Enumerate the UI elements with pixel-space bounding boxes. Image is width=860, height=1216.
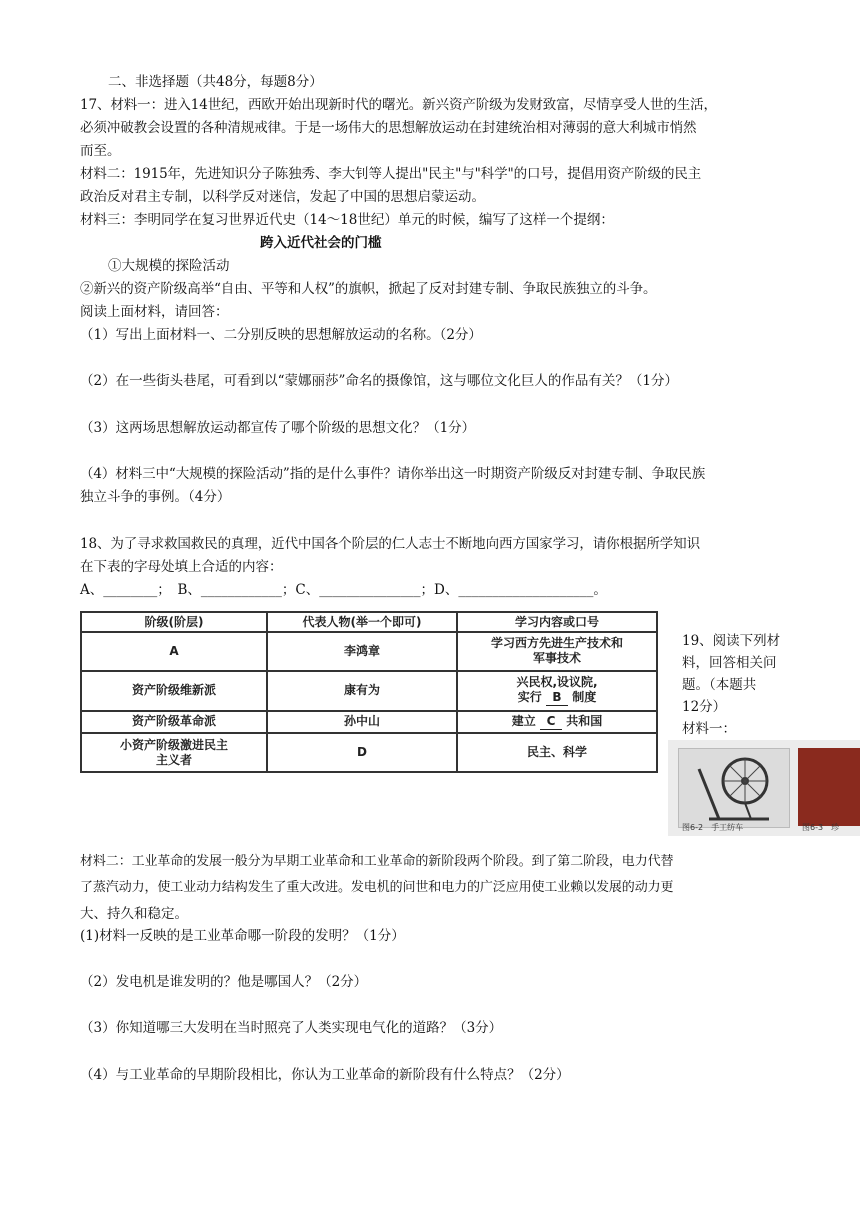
- cell-text: 实行: [517, 690, 542, 705]
- cell-line: [462, 690, 652, 706]
- table-cell: A: [81, 632, 267, 671]
- table-header: 代表人物(举一个即可): [267, 612, 457, 632]
- learning-table: [80, 611, 658, 773]
- image-caption-2: 图6-3 珍: [802, 823, 840, 832]
- q19-sub3: （3）你知道哪三大发明在当时照亮了人类实现电气化的道路？（3分）: [80, 1020, 503, 1036]
- image-caption-1: 图6-2 手工纺车: [682, 823, 744, 832]
- table-row: [81, 733, 657, 772]
- q19-sub4: （4）与工业革命的早期阶段相比，你认为工业革命的新阶段有什么特点？（2分）: [80, 1067, 570, 1083]
- blank-c: C: [540, 714, 562, 730]
- spinning-wheel-image: [678, 748, 790, 828]
- table-cell: [81, 733, 267, 772]
- table-row: [81, 632, 657, 671]
- q19-material2-line2: 了蒸汽动力，使工业动力结构发生了重大改进。发电机的问世和电力的广泛应用使工业赖以发展的动力更: [80, 880, 674, 895]
- cell-line: 学习西方先进生产技术和: [490, 636, 623, 651]
- outline-item-1: ①大规模的探险活动: [108, 258, 230, 274]
- q17-material2-line1: 材料二：1915年，先进知识分子陈独秀、李大钊等人提出"民主"与"科学"的口号，提倡用资产阶级的民主: [80, 166, 702, 182]
- table-cell: 李鸿章: [267, 632, 457, 671]
- table-header-row: [81, 612, 657, 632]
- q17-material2-line2: 政治反对君主专制，以科学反对迷信，发起了中国的思想启蒙运动。: [80, 189, 485, 205]
- q19-side-line1: 19、阅读下列材: [682, 633, 781, 649]
- q19-side-line2: 料，回答相关问: [682, 655, 777, 671]
- section-title: 二、非选择题（共48分，每题8分）: [108, 74, 323, 90]
- material-images: [668, 740, 860, 836]
- table-header: 学习内容或口号: [457, 612, 657, 632]
- cell-line: 军事技术: [532, 651, 581, 666]
- q19-material2-line1: 材料二：工业革命的发展一般分为早期工业革命和工业革命的新阶段两个阶段。到了第二阶段，电力代替: [80, 854, 674, 869]
- table-cell: 民主、科学: [457, 733, 657, 772]
- table-cell: [457, 711, 657, 734]
- outline-heading: 跨入近代社会的门槛: [260, 235, 382, 251]
- q17-material3-line1: 材料三：李明同学在复习世界近代史（14～18世纪）单元的时候，编写了这样一个提纲：: [80, 212, 614, 228]
- table-cell: [457, 671, 657, 711]
- cell-text: 共和国: [566, 713, 603, 728]
- read-instruction: 阅读上面材料，请回答：: [80, 304, 229, 320]
- q17-sub2: （2）在一些街头巷尾，可看到以“蒙娜丽莎”命名的摄像馆，这与哪位文化巨人的作品有关？（1分）: [80, 373, 678, 389]
- blank-b: B: [546, 690, 568, 706]
- q17-material1-line1: 17、材料一：进入14世纪，西欧开始出现新时代的曙光。新兴资产阶级为发财致富，尽情享受人世的生活，: [80, 97, 717, 113]
- table-cell: 资产阶级维新派: [81, 671, 267, 711]
- q19-sub2: （2）发电机是谁发明的？他是哪国人？（2分）: [80, 974, 368, 990]
- q19-side-line5: 材料一：: [682, 721, 736, 737]
- cell-line: 小资产阶级激进民主: [119, 737, 228, 752]
- table-row: [81, 711, 657, 734]
- q17-sub4-line2: 独立斗争的事例。（4分）: [80, 489, 231, 505]
- cell-line: 主义者: [155, 752, 192, 767]
- q17-sub4-line1: （4）材料三中“大规模的探险活动”指的是什么事件？请你举出这一时期资产阶级反对封建专制、争取民族: [80, 466, 706, 482]
- cell-text: 建立: [511, 713, 536, 728]
- table-cell: 资产阶级革命派: [81, 711, 267, 734]
- q17-material1-line2: 必须冲破教会设置的各种清规戒律。于是一场伟大的思想解放运动在封建统治相对薄弱的意大利城市悄然: [80, 120, 697, 136]
- spinning-machine-image: [798, 748, 860, 826]
- q19-material2-line3: 大、持久和稳定。: [80, 906, 188, 922]
- q19-sub1: (1)材料一反映的是工业革命哪一阶段的发明？（1分）: [80, 928, 405, 944]
- table-cell: D: [267, 733, 457, 772]
- q17-sub1: （1）写出上面材料一、二分别反映的思想解放运动的名称。（2分）: [80, 327, 482, 343]
- q17-material1-line3: 而至。: [80, 143, 121, 159]
- spinning-wheel-icon: [679, 749, 789, 827]
- cell-text: 制度: [572, 690, 597, 705]
- q18-line2: 在下表的字母处填上合适的内容：: [80, 559, 283, 575]
- table-cell: 孙中山: [267, 711, 457, 734]
- q19-side-line3: 题。（本题共: [682, 677, 757, 693]
- q19-side-line4: 12分）: [682, 699, 727, 715]
- q17-sub3: （3）这两场思想解放运动都宣传了哪个阶级的思想文化？（1分）: [80, 420, 476, 436]
- q18-line1: 18、为了寻求救国救民的真理，近代中国各个阶层的仁人志士不断地向西方国家学习，请你根据所学知识: [80, 536, 700, 552]
- cell-line: 兴民权,设议院,: [516, 675, 598, 690]
- table-cell: [457, 632, 657, 671]
- outline-item-2: ②新兴的资产阶级高举“自由、平等和人权”的旗帜，掀起了反对封建专制、争取民族独立的斗争。: [80, 281, 657, 297]
- table-header: 阶级(阶层): [81, 612, 267, 632]
- table-row: [81, 671, 657, 711]
- q18-answer-blanks: A、________； B、____________；C、_______________；D、____________________。: [80, 582, 607, 598]
- table-cell: 康有为: [267, 671, 457, 711]
